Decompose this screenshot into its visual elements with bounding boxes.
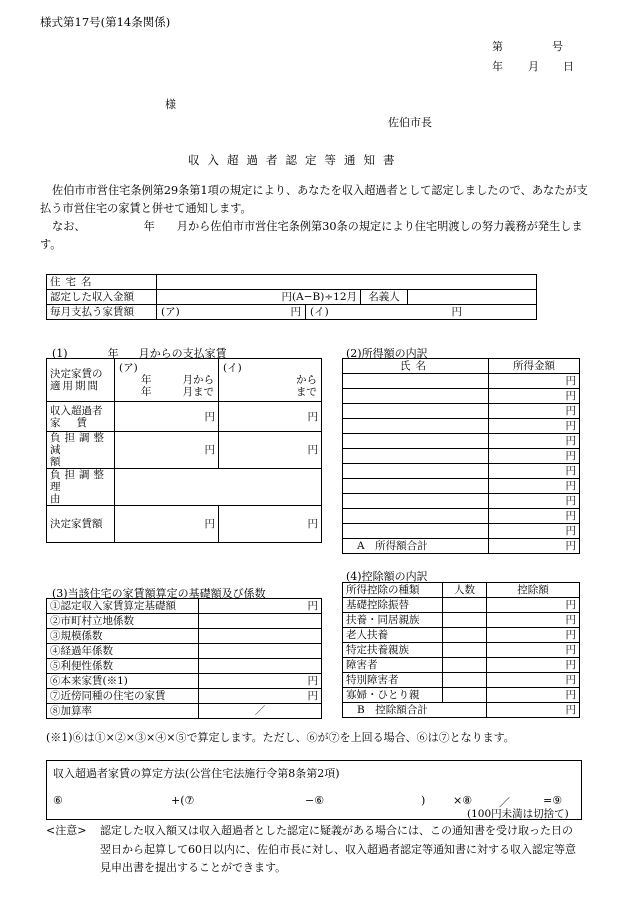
s4-row-amount[interactable]: 円 bbox=[487, 613, 580, 628]
label-nintei: 認定した収入金額 bbox=[47, 290, 157, 305]
s3-row-label: ④経過年係数 bbox=[47, 644, 199, 659]
issuer-name: 佐伯市長 bbox=[388, 116, 432, 129]
calc-minus6: −⑥ bbox=[305, 794, 325, 807]
s1-heading-rest: 月からの支払家賃 bbox=[138, 347, 227, 360]
s2-name-cell[interactable] bbox=[343, 389, 489, 404]
s2-row bbox=[343, 374, 580, 389]
s3-row-label: ②市町村立地係数 bbox=[47, 614, 199, 629]
caution-text: 認定した収入額又は収入超過者とした認定に疑義がある場合には、この通知書を受け取った日の翌日から起算して60日以内に、佐伯市長に対し、収入超過者認定等通知書に対する収入認定等意見申出書を提出することができます。 bbox=[100, 824, 576, 874]
s3-row-label: ⑧加算率 bbox=[47, 704, 199, 719]
s2-amount-cell[interactable]: 円 bbox=[489, 524, 580, 539]
s4-col-kind: 所得控除の種類 bbox=[343, 583, 443, 598]
s2-name-cell[interactable] bbox=[343, 404, 489, 419]
calc-note: (100円未満は切捨て) bbox=[467, 808, 569, 820]
s3-row bbox=[47, 614, 322, 629]
s2-row bbox=[343, 524, 580, 539]
label-meigi: 名義人 bbox=[361, 290, 408, 305]
s3-row-label: ①認定収入家賃算定基礎額 bbox=[47, 599, 199, 614]
s3-table bbox=[46, 598, 322, 719]
calc-eq9: =⑨ bbox=[543, 794, 563, 807]
s2-name-cell[interactable] bbox=[343, 494, 489, 509]
period-i-kara: から bbox=[296, 374, 317, 386]
s4-row-count[interactable] bbox=[443, 688, 487, 703]
info-table bbox=[46, 274, 537, 320]
kettei-i-yen: 円 bbox=[219, 506, 322, 543]
kikan-line2: 適用期間 bbox=[50, 380, 100, 392]
s2-row bbox=[343, 389, 580, 404]
s2-heading: (2)所得額の内訳 bbox=[346, 347, 428, 360]
s4-row-count[interactable] bbox=[443, 628, 487, 643]
addressee-sama: 様 bbox=[165, 98, 176, 111]
s3-row bbox=[47, 599, 322, 614]
s4-row-count[interactable] bbox=[443, 658, 487, 673]
s2-amount-cell[interactable]: 円 bbox=[489, 494, 580, 509]
s3-row bbox=[47, 659, 322, 674]
s2-name-cell[interactable] bbox=[343, 374, 489, 389]
s2-name-cell[interactable] bbox=[343, 434, 489, 449]
calc-title: 収入超過者家賃の算定方法(公営住宅法施行令第8条第2項) bbox=[53, 767, 340, 780]
futan-riyu-line1: 負担調整 bbox=[50, 469, 108, 481]
period-i bbox=[219, 359, 322, 402]
s4-col-num: 人数 bbox=[443, 583, 487, 598]
s2-amount-cell[interactable]: 円 bbox=[489, 389, 580, 404]
s4-row bbox=[343, 688, 580, 703]
futan-a-yen: 円 bbox=[115, 432, 219, 469]
s2-amount-cell[interactable]: 円 bbox=[489, 449, 580, 464]
shunyu-line1: 収入超過者 bbox=[50, 404, 103, 417]
period-a-nen2: 年 bbox=[141, 386, 152, 398]
s4-row-count[interactable] bbox=[443, 673, 487, 688]
s4-col-amount: 控除額 bbox=[487, 583, 580, 598]
s1-table bbox=[46, 358, 322, 543]
s2-amount-cell[interactable]: 円 bbox=[489, 464, 580, 479]
form-number: 様式第17号(第14条関係) bbox=[40, 15, 171, 29]
calc-term7: +(⑦ bbox=[171, 794, 195, 807]
s4-row-label: 特定扶養親族 bbox=[343, 643, 443, 658]
s4-row-amount[interactable]: 円 bbox=[487, 598, 580, 613]
s4-total-yen: 円 bbox=[487, 703, 580, 718]
s3-row bbox=[47, 704, 322, 719]
p2-naoa: なお、 bbox=[52, 220, 86, 233]
s1-heading-nen: 年 bbox=[107, 347, 119, 360]
value-jutaku[interactable] bbox=[157, 275, 537, 290]
label-futan-riyu bbox=[47, 469, 115, 506]
s3-heading: (3)当該住宅の家賃額算定の基礎額及び係数 bbox=[52, 587, 266, 600]
label-futan-gen bbox=[47, 432, 115, 469]
calc-times8: ×⑧ bbox=[453, 794, 473, 807]
date-day: 日 bbox=[563, 60, 574, 73]
kettei-a-yen: 円 bbox=[115, 506, 219, 543]
calc-box bbox=[46, 760, 582, 820]
label-shunyu bbox=[47, 402, 115, 432]
futan-gen-line1: 負担調整 bbox=[50, 432, 108, 444]
s4-row-label: 特別障害者 bbox=[343, 673, 443, 688]
label-maitsuki: 毎月支払う家賃額 bbox=[47, 305, 157, 320]
yen-i: 円 bbox=[451, 306, 462, 318]
s2-row bbox=[343, 509, 580, 524]
s4-table bbox=[342, 582, 580, 718]
label-kettei: 決定家賃額 bbox=[47, 506, 115, 543]
period-a bbox=[115, 359, 219, 402]
futan-riyu-value[interactable] bbox=[115, 469, 322, 506]
s4-row-amount[interactable]: 円 bbox=[487, 673, 580, 688]
s4-row bbox=[343, 658, 580, 673]
s4-row-amount[interactable]: 円 bbox=[487, 658, 580, 673]
p2-rest: 月から佐伯市市営住宅条例第30条の規定により住宅明渡しの努力義務が発生します。 bbox=[40, 220, 583, 251]
s2-name-cell[interactable] bbox=[343, 464, 489, 479]
s4-row-label: 障害者 bbox=[343, 658, 443, 673]
s4-row bbox=[343, 598, 580, 613]
s3-row-value[interactable]: 円 bbox=[199, 599, 322, 614]
s3-row-value[interactable] bbox=[199, 614, 322, 629]
s4-row bbox=[343, 628, 580, 643]
s4-row-amount[interactable]: 円 bbox=[487, 643, 580, 658]
s4-row-amount[interactable]: 円 bbox=[487, 628, 580, 643]
s2-row bbox=[343, 464, 580, 479]
document-number-dai: 第 bbox=[492, 40, 503, 53]
s2-total-row bbox=[343, 539, 580, 554]
s4-row-count[interactable] bbox=[443, 613, 487, 628]
s4-row bbox=[343, 613, 580, 628]
kikan-line1: 決定家賃の bbox=[50, 368, 103, 380]
s2-name-cell[interactable] bbox=[343, 419, 489, 434]
shunyu-i-yen: 円 bbox=[219, 402, 322, 432]
s3-row-value[interactable]: 円 bbox=[199, 689, 322, 704]
s1-heading-no: (1) bbox=[52, 347, 68, 360]
s3-row bbox=[47, 689, 322, 704]
p2-year: 年 bbox=[143, 220, 155, 233]
period-a-label: (ア) bbox=[119, 362, 138, 374]
s3-row-value[interactable] bbox=[199, 629, 322, 644]
s3-row-value[interactable] bbox=[199, 659, 322, 674]
s2-name-cell[interactable] bbox=[343, 449, 489, 464]
s3-row bbox=[47, 629, 322, 644]
s2-amount-cell[interactable]: 円 bbox=[489, 509, 580, 524]
s2-total-label: A 所得額合計 bbox=[343, 539, 489, 554]
calc-term6: ⑥ bbox=[53, 794, 63, 807]
s2-name-cell[interactable] bbox=[343, 524, 489, 539]
s2-total-yen: 円 bbox=[489, 539, 580, 554]
paragraph-obligation bbox=[40, 218, 590, 254]
s2-col-name: 氏名 bbox=[343, 359, 489, 374]
document-title: 収入超過者認定等通知書 bbox=[188, 153, 403, 167]
s3-row bbox=[47, 674, 322, 689]
s4-row bbox=[343, 673, 580, 688]
period-i-made: まで bbox=[296, 386, 317, 398]
s4-row-label: 寡婦・ひとり親 bbox=[343, 688, 443, 703]
s4-row-label: 扶養・同居親族 bbox=[343, 613, 443, 628]
s4-total-label: B 控除額合計 bbox=[343, 703, 487, 718]
s3-row-label: ③規模係数 bbox=[47, 629, 199, 644]
s2-amount-cell[interactable]: 円 bbox=[489, 419, 580, 434]
label-kettei-kikan bbox=[47, 359, 115, 402]
label-i: (イ) bbox=[310, 306, 329, 318]
s3-row-label: ⑥本来家賃(※1) bbox=[47, 674, 199, 689]
s4-row-label: 老人扶養 bbox=[343, 628, 443, 643]
futan-i-yen: 円 bbox=[219, 432, 322, 469]
s2-amount-cell[interactable]: 円 bbox=[489, 479, 580, 494]
shunyu-a-yen: 円 bbox=[115, 402, 219, 432]
s2-row bbox=[343, 404, 580, 419]
shunyu-line2: 家賃 bbox=[50, 416, 103, 429]
s3-row-label: ⑤利便性係数 bbox=[47, 659, 199, 674]
value-meigi[interactable] bbox=[408, 290, 537, 305]
formula-nintei: 円(A−B)÷12月 bbox=[157, 290, 361, 305]
s2-amount-cell[interactable]: 円 bbox=[489, 374, 580, 389]
s2-row bbox=[343, 434, 580, 449]
period-a-kara: 月から bbox=[182, 374, 214, 386]
period-a-nen1: 年 bbox=[141, 374, 152, 386]
date-year: 年 bbox=[492, 60, 503, 73]
s3-row bbox=[47, 644, 322, 659]
s4-row-count[interactable] bbox=[443, 643, 487, 658]
s2-name-cell[interactable] bbox=[343, 479, 489, 494]
s4-total-row bbox=[343, 703, 580, 718]
caution-label: <注意> bbox=[46, 824, 87, 837]
s2-amount-cell[interactable]: 円 bbox=[489, 434, 580, 449]
futan-riyu-line2: 理由 bbox=[50, 481, 91, 505]
s2-amount-cell[interactable]: 円 bbox=[489, 404, 580, 419]
s2-table bbox=[342, 358, 580, 554]
note-honrai: (※1)⑥は①×②×③×④×⑤で算定します。ただし、⑥が⑦を上回る場合、⑥は⑦となります。 bbox=[46, 731, 515, 744]
s4-row-label: 基礎控除振替 bbox=[343, 598, 443, 613]
s2-row bbox=[343, 494, 580, 509]
s4-heading: (4)控除額の内訳 bbox=[346, 570, 428, 583]
s2-row bbox=[343, 419, 580, 434]
yen-a: 円 bbox=[290, 306, 301, 318]
s3-row-label: ⑦近傍同種の住宅の家賃 bbox=[47, 689, 199, 704]
s3-row-value[interactable]: 円 bbox=[199, 674, 322, 689]
s3-row-value[interactable]: ／ bbox=[199, 704, 322, 719]
label-a: (ア) bbox=[161, 306, 180, 318]
document-number-go: 号 bbox=[552, 40, 563, 53]
s2-row bbox=[343, 479, 580, 494]
period-a-made: 月まで bbox=[182, 386, 214, 398]
calc-close: ) bbox=[421, 794, 426, 807]
paragraph-notice: 佐伯市市営住宅条例第29条第1項の規定により、あなたを収入超過者として認定しましたので、あなたが支払う市営住宅の家賃と併せて通知します。 bbox=[40, 184, 588, 215]
date-month: 月 bbox=[528, 60, 539, 73]
label-jutaku: 住宅名 bbox=[47, 275, 157, 290]
s4-row-count[interactable] bbox=[443, 598, 487, 613]
futan-gen-line2: 減額 bbox=[50, 444, 91, 468]
s2-col-amount: 所得金額 bbox=[489, 359, 580, 374]
period-i-label: (イ) bbox=[223, 362, 242, 374]
calc-slash: ／ bbox=[499, 796, 510, 809]
s3-row-value[interactable] bbox=[199, 644, 322, 659]
s2-row bbox=[343, 449, 580, 464]
s2-name-cell[interactable] bbox=[343, 509, 489, 524]
s4-row bbox=[343, 643, 580, 658]
s4-row-amount[interactable]: 円 bbox=[487, 688, 580, 703]
